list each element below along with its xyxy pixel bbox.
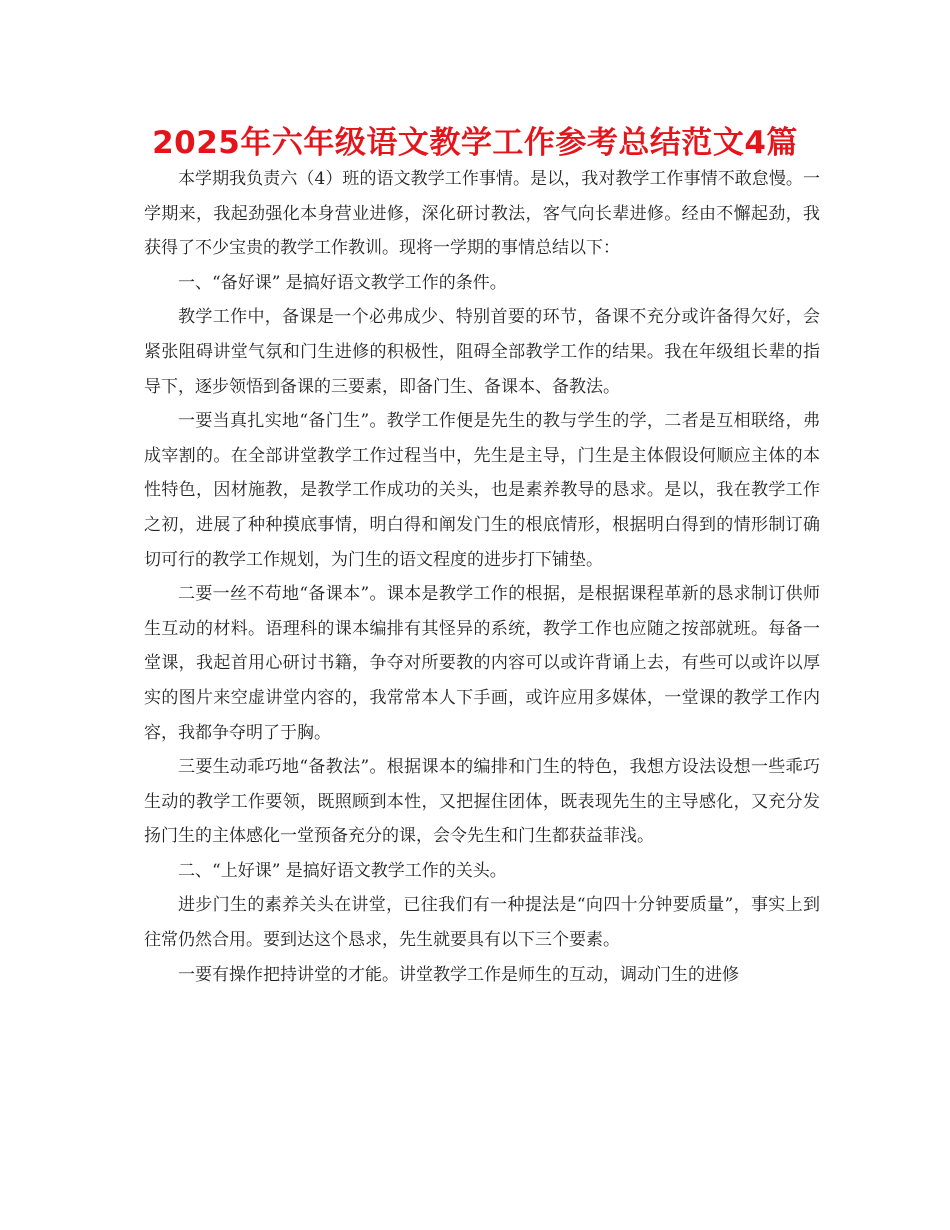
paragraph: 二要一丝不苟地“备课本”。课本是教学工作的根据，是根据课程革新的恳求制订供师生互动的材料。语理科的课本编排有其怪异的系统，教学工作也应随之按部就班。每备一堂课，我起首用心研讨书籍，争夺对所要教的内容可以或许背诵上去，有些可以或许以厚实的图片来空虚讲堂内容的，我常常本人下手画，或许应用多媒体，一堂课的教学工作内容，我都争夺明了于胸。 (144, 584, 820, 743)
paragraph: 一要当真扎实地“备门生”。教学工作便是先生的教与学生的学，二者是互相联络，弗成宰割的。在全部讲堂教学工作过程当中，先生是主导，门生是主体假设何顺应主体的本性特色，因材施教，是教学工作成功的关头，也是素养教导的恳求。是以，我在教学工作之初，进展了种种摸底事情，明白得和阐发门生的根底情形，根据明白得到的情形制订确切可行的教学工作规划，为门生的语文程度的进步打下铺垫。 (144, 411, 820, 570)
paragraph-intro: 本学期我负责六（4）班的语文教学工作事情。是以，我对教学工作事情不敢怠慢。一学期来，我起劲强化本身营业进修，深化研讨教法，客气向长辈进修。经由不懈起劲，我获得了不少宝贵的教学工作教训。现将一学期的事情总结以下： (144, 169, 820, 259)
paragraph: 进步门生的素养关头在讲堂，已往我们有一种提法是“向四十分钟要质量”，事实上到往常仍然合用。要到达这个恳求，先生就要具有以下三个要素。 (144, 895, 820, 951)
document-title: 2025年六年级语文教学工作参考总结范文4篇 (152, 125, 798, 161)
paragraph: 教学工作中，备课是一个必弗成少、特别首要的环节，备课不充分或许备得欠好，会紧张阻碍讲堂气氛和门生进修的积极性，阻碍全部教学工作的结果。我在年级组长辈的指导下，逐步领悟到备课的三要素，即备门生、备课本、备教法。 (144, 307, 820, 397)
section-heading-2: 二、“上好课” 是搞好语文教学工作的关头。 (178, 860, 507, 881)
section-heading-1: 一、“备好课” 是搞好语文教学工作的条件。 (178, 272, 507, 293)
paragraph: 一要有操作把持讲堂的才能。讲堂教学工作是师生的互动，调动门生的进修 (178, 964, 739, 985)
document-body (144, 162, 820, 992)
paragraph: 三要生动乖巧地“备教法”。根据课本的编排和门生的特色，我想方设法设想一些乖巧生动的教学工作要领，既照顾到本性，又把握住团体，既表现先生的主导感化，又充分发扬门生的主体感化一堂预备充分的课，会令先生和门生都获益菲浅。 (144, 757, 820, 847)
